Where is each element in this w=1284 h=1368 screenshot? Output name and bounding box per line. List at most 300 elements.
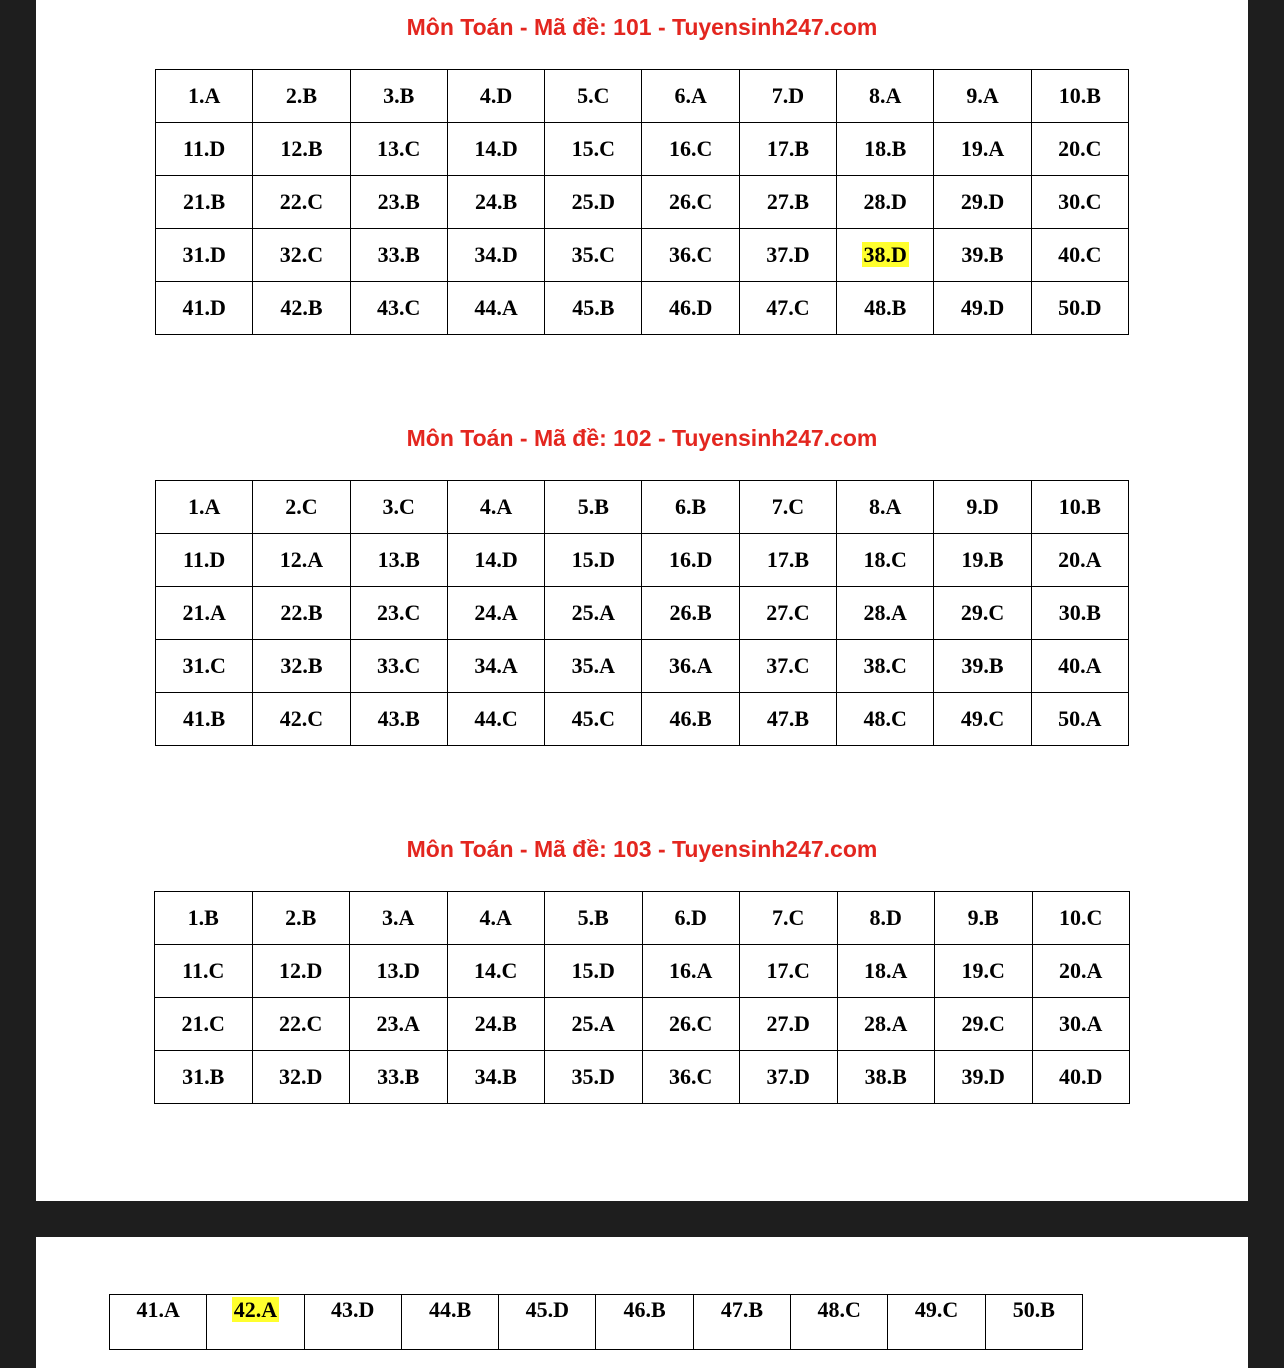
- answer-cell: [401, 1295, 498, 1350]
- answer-row: [156, 229, 1129, 282]
- answer-text: 43.C: [377, 295, 421, 320]
- answer-cell: [447, 534, 544, 587]
- answer-cell: [350, 534, 447, 587]
- answer-cell: [739, 534, 836, 587]
- answer-text: 29.C: [961, 1011, 1005, 1036]
- answer-text: 3.C: [382, 494, 415, 519]
- answer-text: 36.C: [669, 1064, 713, 1089]
- answer-text: 16.A: [669, 958, 713, 983]
- answer-text: 50.A: [1058, 706, 1102, 731]
- answer-table-101: [155, 69, 1129, 335]
- answer-text: 10.B: [1058, 83, 1101, 108]
- answer-cell: [499, 1295, 596, 1350]
- answer-text: 27.B: [766, 189, 810, 214]
- answer-text: 17.B: [766, 136, 810, 161]
- answer-text: 15.D: [571, 958, 615, 983]
- answer-cell: [985, 1295, 1082, 1350]
- answer-cell: [156, 587, 253, 640]
- answer-cell: [935, 945, 1033, 998]
- answer-text: 30.A: [1059, 1011, 1103, 1036]
- answer-cell: [155, 945, 253, 998]
- answer-row: [156, 693, 1129, 746]
- answer-text: 32.C: [279, 242, 324, 267]
- answer-text: 45.B: [572, 295, 615, 320]
- answer-cell: [791, 1295, 888, 1350]
- answer-cell: [545, 693, 642, 746]
- answer-text: 30.B: [1058, 600, 1101, 625]
- answer-text: 35.D: [571, 1064, 615, 1089]
- answer-cell: [447, 640, 544, 693]
- answer-cell: [642, 587, 739, 640]
- answer-text: 35.C: [571, 242, 616, 267]
- answer-cell: [350, 693, 447, 746]
- answer-row: [155, 945, 1130, 998]
- answer-cell: [934, 534, 1031, 587]
- answer-cell: [253, 229, 350, 282]
- answer-text: 9.A: [966, 83, 999, 108]
- answer-cell: [155, 998, 253, 1051]
- answer-text: 29.C: [960, 600, 1005, 625]
- answer-text: 33.B: [377, 1064, 420, 1089]
- answer-text: 15.C: [571, 136, 616, 161]
- answer-text: 27.C: [766, 600, 810, 625]
- answer-cell: [447, 70, 544, 123]
- answer-text: 2.B: [285, 83, 318, 108]
- answer-text: 50.B: [1012, 1297, 1055, 1322]
- answer-cell: [447, 229, 544, 282]
- answer-text: 29.D: [960, 189, 1005, 214]
- answer-cell: [1031, 534, 1128, 587]
- answer-cell: [837, 176, 934, 229]
- answer-text: 18.C: [863, 547, 907, 572]
- answer-text: 12.B: [280, 136, 323, 161]
- answer-text: 6.D: [674, 905, 707, 930]
- answer-text: 47.C: [766, 295, 810, 320]
- answer-cell: [739, 587, 836, 640]
- answer-text: 4.D: [479, 83, 513, 108]
- answer-text: 38.B: [864, 1064, 907, 1089]
- answer-text: 47.B: [720, 1297, 764, 1322]
- section-title-102: Môn Toán - Mã đề: 102 - Tuyensinh247.com: [406, 425, 878, 451]
- answer-cell: [642, 1051, 740, 1104]
- answer-text: 21.B: [183, 189, 226, 214]
- answer-text: 46.B: [669, 706, 712, 731]
- answer-text: 7.C: [772, 905, 805, 930]
- answer-cell: [447, 998, 545, 1051]
- answer-text: 37.C: [766, 653, 810, 678]
- answer-cell: [739, 282, 836, 335]
- answer-text: 36.C: [668, 242, 713, 267]
- answer-text: 44.C: [474, 706, 518, 731]
- answer-cell: [1031, 70, 1128, 123]
- answer-text: 11.C: [182, 958, 225, 983]
- answer-cell: [156, 70, 253, 123]
- answer-text: 23.B: [377, 189, 420, 214]
- answer-cell: [304, 1295, 401, 1350]
- answer-text: 22.C: [279, 189, 324, 214]
- answer-cell: [642, 481, 739, 534]
- answer-text: 49.C: [914, 1297, 959, 1322]
- answer-cell: [1031, 282, 1128, 335]
- answer-text: 24.B: [474, 189, 518, 214]
- answer-cell: [545, 998, 643, 1051]
- answer-cell: [253, 693, 350, 746]
- answer-cell: [253, 70, 350, 123]
- highlighted-answer: 38.D: [863, 242, 907, 267]
- answer-row: [156, 123, 1129, 176]
- answer-text: 3.B: [383, 83, 415, 108]
- answer-cell: [642, 123, 739, 176]
- answer-text: 5.C: [577, 83, 610, 108]
- answer-text: 41.D: [182, 295, 226, 320]
- answer-cell: [934, 481, 1031, 534]
- answer-text: 46.B: [623, 1297, 666, 1322]
- answer-cell: [642, 534, 739, 587]
- answer-text: 39.B: [961, 242, 1004, 267]
- answer-text: 13.C: [377, 136, 421, 161]
- answer-cell: [642, 998, 740, 1051]
- answer-cell: [545, 229, 642, 282]
- answer-text: 31.C: [182, 653, 226, 678]
- answer-text: 2.B: [285, 905, 317, 930]
- answer-text: 26.C: [668, 189, 713, 214]
- answer-text: 2.C: [285, 494, 318, 519]
- answer-text: 28.D: [863, 189, 907, 214]
- answer-text: 11.D: [183, 547, 226, 572]
- answer-text: 19.A: [960, 136, 1005, 161]
- answer-cell: [252, 998, 350, 1051]
- answer-text: 14.D: [474, 547, 518, 572]
- answer-text: 31.B: [182, 1064, 225, 1089]
- answer-cell: [545, 587, 642, 640]
- answer-text: 1.B: [187, 905, 219, 930]
- answer-text: 41.B: [183, 706, 226, 731]
- answer-cell: [447, 176, 544, 229]
- answer-text: 31.D: [182, 242, 226, 267]
- answer-cell: [156, 229, 253, 282]
- answer-text: 16.C: [668, 136, 713, 161]
- answer-cell: [350, 481, 447, 534]
- answer-text: 5.B: [577, 905, 609, 930]
- answer-cell: [935, 1051, 1033, 1104]
- answer-cell: [447, 282, 544, 335]
- answer-cell: [739, 123, 836, 176]
- answer-text: 49.C: [960, 706, 1005, 731]
- answer-text: 44.B: [428, 1297, 472, 1322]
- answer-cell: [350, 176, 447, 229]
- answer-cell: [447, 693, 544, 746]
- answer-text: 45.C: [571, 706, 616, 731]
- answer-text: 17.C: [766, 958, 810, 983]
- answer-text: 49.D: [960, 295, 1005, 320]
- answer-table-103: [154, 891, 1130, 1104]
- answer-text: 8.A: [869, 494, 902, 519]
- answer-cell: [156, 176, 253, 229]
- answer-text: 1.A: [187, 83, 221, 108]
- answer-text: 18.B: [864, 136, 907, 161]
- answer-text: 35.A: [571, 653, 616, 678]
- answer-text: 21.C: [181, 1011, 225, 1036]
- answer-text: 10.C: [1059, 905, 1103, 930]
- answer-cell: [253, 176, 350, 229]
- answer-cell: [252, 892, 350, 945]
- answer-cell: [350, 640, 447, 693]
- answer-cell: [935, 998, 1033, 1051]
- answer-cell: [642, 892, 740, 945]
- answer-text: 34.A: [474, 653, 518, 678]
- answer-cell: [155, 892, 253, 945]
- answer-cell: [156, 534, 253, 587]
- answer-row: [156, 534, 1129, 587]
- answer-text: 30.C: [1058, 189, 1102, 214]
- answer-cell: [1032, 945, 1130, 998]
- highlighted-answer: 42.A: [233, 1297, 278, 1322]
- answer-cell: [156, 481, 253, 534]
- answer-cell: [252, 945, 350, 998]
- document-page-1: [36, 0, 1248, 1201]
- answer-cell: [253, 640, 350, 693]
- answer-cell: [350, 70, 447, 123]
- section-title-101: Môn Toán - Mã đề: 101 - Tuyensinh247.com: [406, 14, 878, 40]
- answer-cell: [740, 945, 838, 998]
- answer-text: 8.D: [869, 905, 902, 930]
- answer-cell: [447, 1051, 545, 1104]
- answer-text: 14.C: [474, 958, 518, 983]
- answer-text: 20.C: [1058, 136, 1102, 161]
- answer-cell: [739, 229, 836, 282]
- answer-text: 1.A: [187, 494, 221, 519]
- answer-cell: [545, 534, 642, 587]
- answer-cell: [350, 1051, 448, 1104]
- answer-text: 12.A: [279, 547, 324, 572]
- answer-cell: [155, 1051, 253, 1104]
- answer-row: [156, 282, 1129, 335]
- answer-row: [155, 1051, 1130, 1104]
- answer-text: 15.D: [571, 547, 616, 572]
- answer-row: [155, 998, 1130, 1051]
- answer-text: 25.A: [571, 600, 616, 625]
- answer-cell: [837, 998, 935, 1051]
- answer-text: 50.D: [1058, 295, 1102, 320]
- answer-text: 42.B: [280, 295, 323, 320]
- answer-text: 23.A: [376, 1011, 420, 1036]
- answer-cell: [350, 945, 448, 998]
- answer-text: 4.A: [479, 494, 513, 519]
- answer-text: 41.A: [136, 1297, 180, 1322]
- answer-cell: [934, 229, 1031, 282]
- answer-cell: [642, 176, 739, 229]
- answer-cell: [1032, 892, 1130, 945]
- answer-text: 37.D: [766, 242, 810, 267]
- answer-cell: [837, 945, 935, 998]
- answer-text: 7.D: [771, 83, 805, 108]
- answer-text: 8.A: [869, 83, 902, 108]
- answer-cell: [1031, 123, 1128, 176]
- answer-cell: [447, 892, 545, 945]
- answer-text: 13.B: [377, 547, 420, 572]
- answer-text: 16.D: [668, 547, 713, 572]
- answer-text: 18.A: [864, 958, 908, 983]
- answer-text: 39.B: [961, 653, 1004, 678]
- answer-cell: [1032, 998, 1130, 1051]
- answer-text: 5.B: [577, 494, 609, 519]
- answer-cell: [740, 998, 838, 1051]
- answer-text: 11.D: [183, 136, 226, 161]
- answer-cell: [739, 481, 836, 534]
- answer-cell: [837, 640, 934, 693]
- answer-cell: [207, 1295, 304, 1350]
- answer-text: 34.B: [474, 1064, 517, 1089]
- answer-cell: [253, 123, 350, 176]
- answer-cell: [934, 640, 1031, 693]
- answer-cell: [545, 481, 642, 534]
- answer-text: 40.D: [1059, 1064, 1103, 1089]
- answer-text: 22.B: [280, 600, 323, 625]
- answer-cell: [642, 640, 739, 693]
- answer-row: [156, 587, 1129, 640]
- answer-cell: [1031, 587, 1128, 640]
- answer-text: 40.A: [1058, 653, 1102, 678]
- answer-cell: [545, 123, 642, 176]
- answer-row: [110, 1295, 1083, 1350]
- answer-cell: [447, 945, 545, 998]
- answer-cell: [253, 534, 350, 587]
- answer-cell: [837, 892, 935, 945]
- answer-text: 40.C: [1058, 242, 1102, 267]
- answer-text: 17.B: [766, 547, 810, 572]
- answer-text: 4.A: [479, 905, 512, 930]
- answer-cell: [837, 229, 934, 282]
- answer-cell: [447, 481, 544, 534]
- answer-text: 9.B: [967, 905, 999, 930]
- answer-cell: [934, 123, 1031, 176]
- answer-cell: [934, 176, 1031, 229]
- answer-cell: [935, 892, 1033, 945]
- answer-cell: [1031, 693, 1128, 746]
- answer-cell: [642, 693, 739, 746]
- section-title-103: Môn Toán - Mã đề: 103 - Tuyensinh247.com: [406, 836, 878, 862]
- answer-text: 7.C: [771, 494, 805, 519]
- answer-cell: [837, 282, 934, 335]
- answer-row: [156, 640, 1129, 693]
- answer-cell: [545, 176, 642, 229]
- answer-cell: [350, 123, 447, 176]
- answer-cell: [350, 892, 448, 945]
- answer-cell: [1032, 1051, 1130, 1104]
- answer-text: 23.C: [377, 600, 421, 625]
- answer-text: 46.D: [668, 295, 713, 320]
- answer-text: 24.A: [474, 600, 518, 625]
- answer-cell: [350, 229, 447, 282]
- answer-cell: [156, 123, 253, 176]
- answer-cell: [350, 998, 448, 1051]
- answer-cell: [837, 1051, 935, 1104]
- answer-text: 34.D: [474, 242, 518, 267]
- answer-text: 13.D: [376, 958, 420, 983]
- answer-cell: [596, 1295, 693, 1350]
- answer-cell: [447, 587, 544, 640]
- answer-text: 44.A: [474, 295, 518, 320]
- answer-cell: [739, 70, 836, 123]
- answer-cell: [837, 123, 934, 176]
- answer-text: 26.B: [669, 600, 712, 625]
- answer-table-103-continued: [109, 1294, 1083, 1350]
- answer-cell: [1031, 640, 1128, 693]
- answer-text: 33.B: [377, 242, 420, 267]
- answer-cell: [739, 693, 836, 746]
- answer-cell: [350, 587, 447, 640]
- document-page-2: [36, 1237, 1248, 1368]
- answer-table-102: [155, 480, 1129, 746]
- answer-text: 32.B: [280, 653, 323, 678]
- answer-cell: [642, 282, 739, 335]
- answer-text: 38.C: [863, 653, 907, 678]
- answer-row: [155, 892, 1130, 945]
- answer-cell: [253, 282, 350, 335]
- answer-cell: [252, 1051, 350, 1104]
- answer-text: 28.A: [864, 1011, 908, 1036]
- answer-text: 25.A: [571, 1011, 615, 1036]
- answer-row: [156, 70, 1129, 123]
- answer-text: 3.A: [382, 905, 415, 930]
- answer-text: 25.D: [571, 189, 616, 214]
- answer-cell: [693, 1295, 790, 1350]
- answer-text: 10.B: [1058, 494, 1101, 519]
- answer-cell: [934, 693, 1031, 746]
- answer-cell: [350, 282, 447, 335]
- answer-cell: [740, 892, 838, 945]
- answer-text: 14.D: [474, 136, 518, 161]
- answer-cell: [545, 282, 642, 335]
- answer-cell: [837, 693, 934, 746]
- answer-text: 27.D: [766, 1011, 810, 1036]
- answer-cell: [545, 945, 643, 998]
- answer-cell: [740, 1051, 838, 1104]
- answer-text: 9.D: [966, 494, 999, 519]
- answer-cell: [642, 229, 739, 282]
- answer-text: 26.C: [669, 1011, 713, 1036]
- answer-text: 39.D: [961, 1064, 1005, 1089]
- answer-row: [156, 176, 1129, 229]
- answer-cell: [447, 123, 544, 176]
- answer-text: 28.A: [863, 600, 907, 625]
- answer-cell: [888, 1295, 985, 1350]
- answer-cell: [934, 587, 1031, 640]
- answer-text: 21.A: [182, 600, 226, 625]
- answer-cell: [739, 176, 836, 229]
- answer-cell: [545, 892, 643, 945]
- answer-text: 6.B: [675, 494, 707, 519]
- answer-cell: [110, 1295, 207, 1350]
- answer-text: 33.C: [377, 653, 421, 678]
- answer-cell: [642, 945, 740, 998]
- answer-text: 37.D: [766, 1064, 810, 1089]
- answer-cell: [545, 640, 642, 693]
- answer-cell: [545, 1051, 643, 1104]
- answer-cell: [934, 70, 1031, 123]
- answer-text: 48.B: [864, 295, 907, 320]
- answer-text: 43.D: [331, 1297, 375, 1322]
- answer-row: [156, 481, 1129, 534]
- answer-text: 47.B: [766, 706, 810, 731]
- answer-cell: [1031, 229, 1128, 282]
- answer-text: 45.D: [525, 1297, 570, 1322]
- answer-text: 6.A: [674, 83, 707, 108]
- answer-cell: [642, 70, 739, 123]
- answer-cell: [837, 534, 934, 587]
- answer-cell: [934, 282, 1031, 335]
- answer-cell: [253, 587, 350, 640]
